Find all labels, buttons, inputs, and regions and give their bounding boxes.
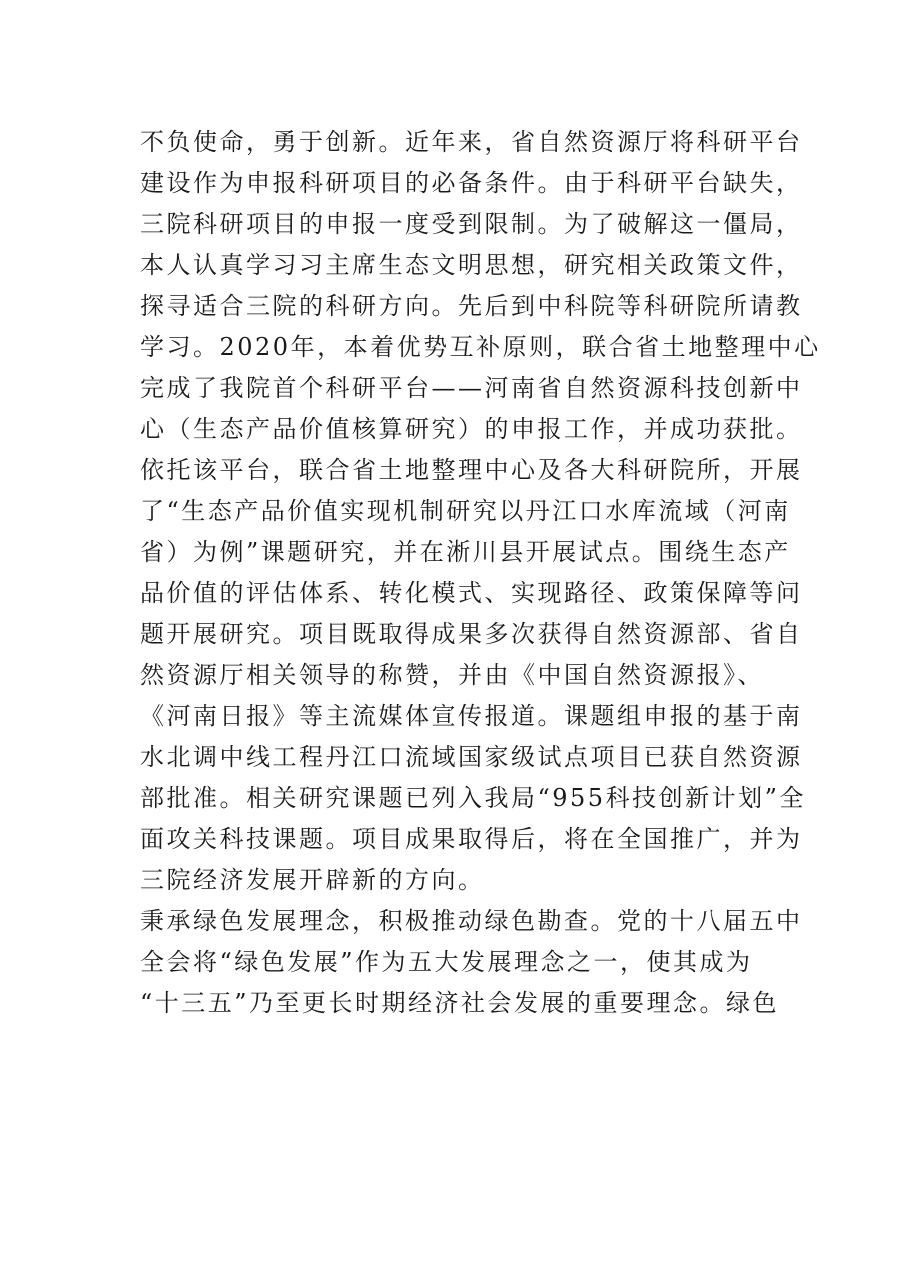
text-line: 不负使命，勇于创新。近年来，省自然资源厅将科研平台 [140,128,803,156]
text-line: 了“生态产品价值实现机制研究以丹江口水库流域（河南 [140,497,791,525]
text-line: “十三五”乃至更长时期经济社会发展的重要理念。绿色 [140,989,780,1017]
text-line: 本人认真学习习主席生态文明思想，研究相关政策文件， [140,251,803,279]
text-line: 题开展研究。项目既取得成果多次获得自然资源部、省自 [140,620,803,648]
body-text [140,122,821,1024]
text-line: 然资源厅相关领导的称赞，并由《中国自然资源报》、 [140,661,764,689]
text-line: 面攻关科技课题。项目成果取得后，将在全国推广，并为 [140,825,803,853]
text-line: 三院科研项目的申报一度受到限制。为了破解这一僵局， [140,210,803,238]
text-line: 探寻适合三院的科研方向。先后到中科院等科研院所请教 [140,292,803,320]
text-line: 三院经济发展开辟新的方向。 [140,866,485,894]
text-line: 全会将“绿色发展”作为五大发展理念之一，使其成为 [140,948,753,976]
text-line: 水北调中线工程丹江口流域国家级试点项目已获自然资源 [140,743,803,771]
text-line: 部批准。相关研究课题已列入我局“955科技创新计划”全 [140,784,806,812]
text-line: 心（生态产品价值核算研究）的申报工作，并成功获批。 [140,415,803,443]
text-line: 省）为例”课题研究，并在淅川县开展试点。围绕生态产 [140,538,791,566]
text-line: 依托该平台，联合省土地整理中心及各大科研院所，开展 [140,456,803,484]
text-line: 秉承绿色发展理念，积极推动绿色勘查。党的十八届五中 [140,907,803,935]
text-line: 建设作为申报科研项目的必备条件。由于科研平台缺失， [140,169,803,197]
text-line: 《河南日报》等主流媒体宣传报道。课题组申报的基于南 [140,702,803,730]
text-line: 学习。2020年，本着优势互补原则，联合省土地整理中心 [140,333,821,361]
text-line: 品价值的评估体系、转化模式、实现路径、政策保障等问 [140,579,803,607]
text-line: 完成了我院首个科研平台——河南省自然资源科技创新中 [140,374,803,402]
